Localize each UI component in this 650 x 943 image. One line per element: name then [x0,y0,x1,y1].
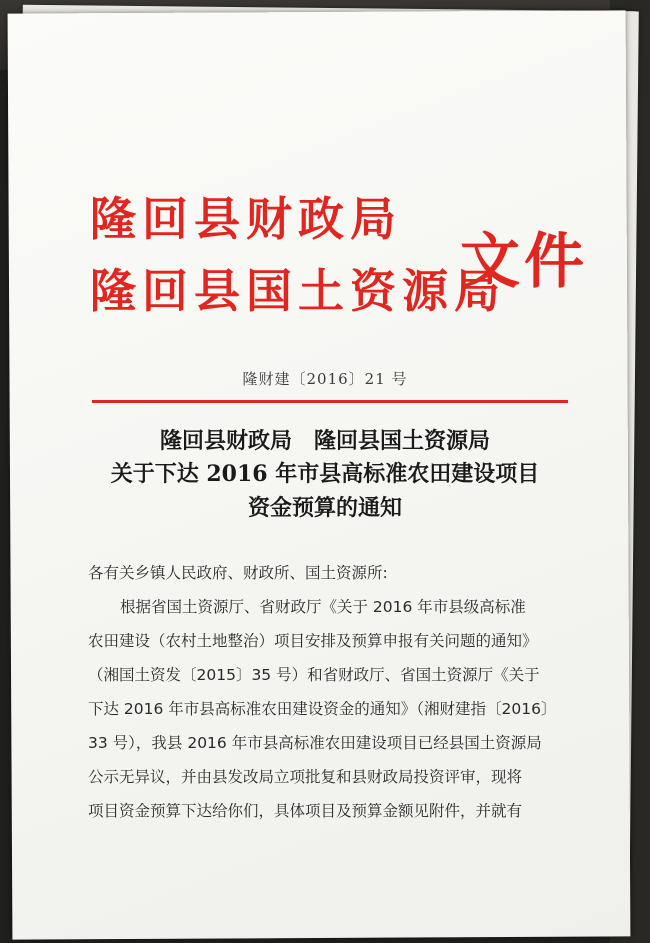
notice-title-line-1: 隆回县财政局 隆回县国土资源局 [159,428,490,454]
issuer-land-resources-bureau: 隆回县国土资源局 [90,264,506,318]
body-line: 项目资金预算下达给你们，具体项目及预算金额见附件，并就有 [88,802,523,820]
document-type-label: 文件 [460,227,588,297]
body-line: （湘国土资发〔2015〕35 号）和省财政厅、省国土资源厅《关于 [88,666,540,684]
red-separator-line [92,400,568,403]
body-line: 农田建设（农村土地整治）项目安排及预算申报有关问题的通知》 [88,632,538,650]
notice-title-line-3: 资金预算的通知 [247,495,402,521]
document-number: 隆财建〔2016〕21 号 [242,370,408,388]
body-line: 根据省国土资源厅、省财政厅《关于 2016 年市县级高标准 [120,598,526,616]
body-line: 下达 2016 年市县高标准农田建设资金的通知》（湘财建指〔2016〕 [88,700,557,718]
salutation: 各有关乡镇人民政府、财政所、国土资源所: [88,564,388,582]
issuer-finance-bureau: 隆回县财政局 [90,192,402,246]
notice-title-line-2: 关于下达 2016 年市县高标准农田建设项目 [110,461,540,487]
body-line: 33 号），我县 2016 年市县高标准农田建设项目已经县国土资源局 [88,734,542,752]
notice-body [88,556,588,828]
body-line: 公示无异议，并由县发改局立项批复和县财政局投资评审，现将 [88,768,523,786]
